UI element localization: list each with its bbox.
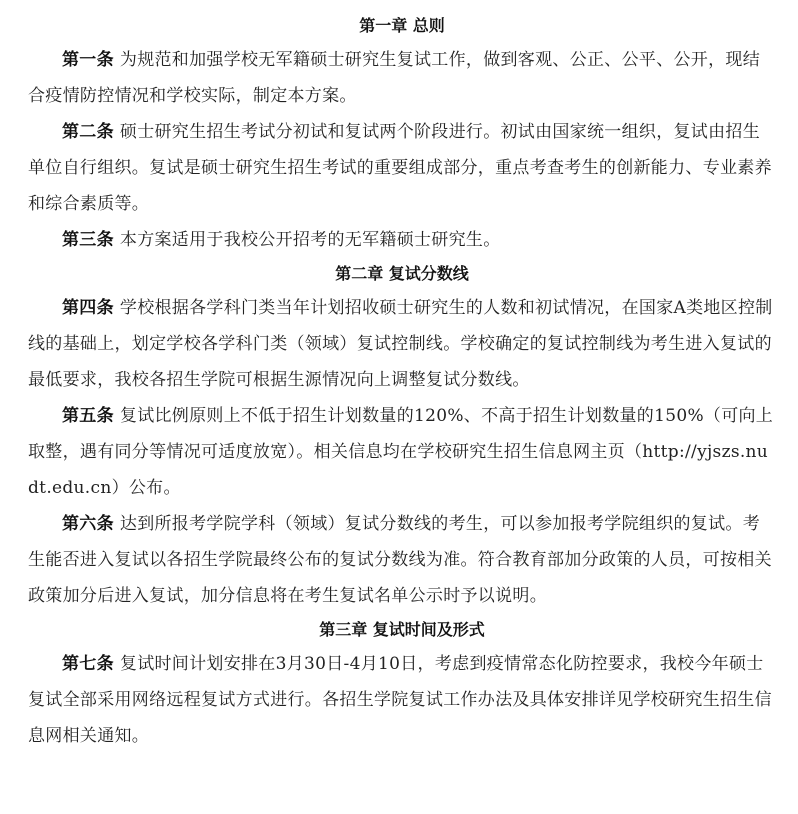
article-paragraph	[28, 506, 776, 614]
article-text: 复试时间计划安排在3月30日-4月10日，考虑到疫情常态化防控要求，我校今年硕士复试全部采用网络远程复试方式进行。各招生学院复试工作办法及具体安排详见学校研究生招生信息网相关通知。	[28, 654, 772, 746]
article-label: 第六条	[62, 514, 114, 534]
chapter-title: 第二章 复试分数线	[335, 264, 469, 283]
article-paragraph	[28, 646, 776, 754]
article-label: 第一条	[62, 50, 114, 70]
article-paragraph	[28, 398, 776, 506]
article-label: 第五条	[62, 406, 114, 426]
article-text: 学校根据各学科门类当年计划招收硕士研究生的人数和初试情况，在国家A类地区控制线的基础上，划定学校各学科门类（领域）复试控制线。学校确定的复试控制线为考生进入复试的最低要求，我校各招生学院可根据生源情况向上调整复试分数线。	[28, 298, 773, 390]
chapter-title: 第一章 总则	[359, 16, 445, 35]
article-text: 为规范和加强学校无军籍硕士研究生复试工作，做到客观、公正、公平、公开，现结合疫情防控情况和学校实际，制定本方案。	[28, 50, 761, 106]
article-paragraph	[28, 42, 776, 114]
article-paragraph	[28, 290, 776, 398]
article-paragraph	[28, 222, 776, 258]
article-label: 第七条	[62, 654, 114, 674]
article-text: 达到所报考学院学科（领域）复试分数线的考生，可以参加报考学院组织的复试。考生能否进入复试以各招生学院最终公布的复试分数线为准。符合教育部加分政策的人员，可按相关政策加分后进入复试，加分信息将在考生复试名单公示时予以说明。	[28, 514, 772, 606]
article-paragraph	[28, 114, 776, 222]
article-text: 复试比例原则上不低于招生计划数量的120%、不高于招生计划数量的150%（可向上取整，遇有同分等情况可适度放宽）。相关信息均在学校研究生招生信息网主页（http://yjszs.nudt.edu.cn）公布。	[28, 406, 774, 498]
chapter-title: 第三章 复试时间及形式	[319, 620, 485, 639]
article-text: 硕士研究生招生考试分初试和复试两个阶段进行。初试由国家统一组织，复试由招生单位自行组织。复试是硕士研究生招生考试的重要组成部分，重点考查考生的创新能力、专业素养和综合素质等。	[28, 122, 772, 214]
article-text: 本方案适用于我校公开招考的无军籍硕士研究生。	[119, 230, 501, 250]
article-label: 第三条	[62, 230, 114, 250]
article-label: 第四条	[62, 298, 114, 318]
article-label: 第二条	[62, 122, 114, 142]
